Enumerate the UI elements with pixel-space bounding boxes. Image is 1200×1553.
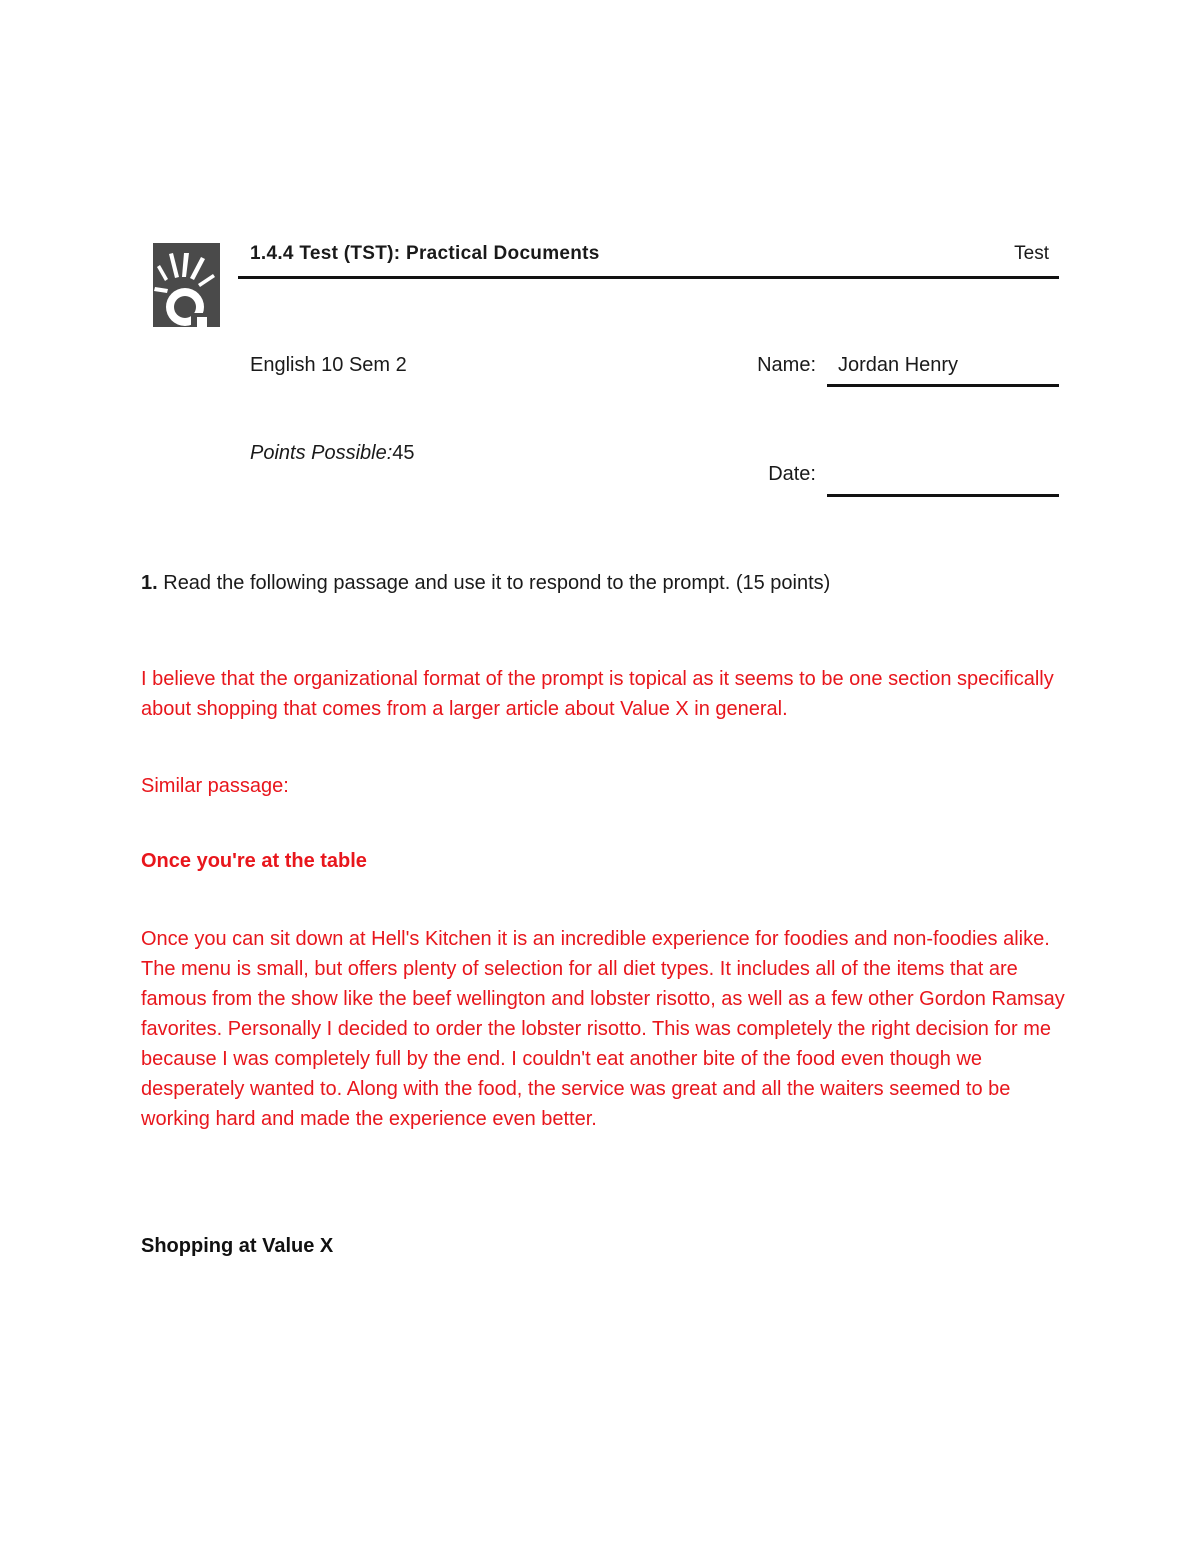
section-heading: Once you're at the table [141, 850, 367, 872]
points-label: Points Possible: [250, 442, 393, 464]
points-value: 45 [392, 442, 415, 464]
lightbulb-logo-icon [153, 243, 220, 327]
name-field: Jordan Henry [838, 354, 959, 376]
similar-passage-label: Similar passage: [141, 775, 289, 797]
name-label: Name: [757, 354, 816, 376]
answer-paragraph: I believe that the organizational format of the prompt is topical as it seems to be one section specifically about shopping that comes from a larger article about Value X in general. [141, 668, 1054, 720]
document-type-label: Test [1014, 243, 1049, 264]
document-title: 1.4.4 Test (TST): Practical Documents [250, 243, 600, 264]
name-underline [827, 384, 1059, 387]
course-name: English 10 Sem 2 [250, 354, 407, 376]
points-possible [250, 442, 415, 465]
section-body: Once you can sit down at Hell's Kitchen it is an incredible experience for foodies and non-foodies alike. The menu is small, but offers plenty of selection for all diet types. It includes all of the items that are famous from the show like the beef wellington and lobster risotto, as well as a few other Gordon Ramsay favorites. Personally I decided to order the lobster risotto. This was completely the right decision for me because I was completely full by the end. I couldn't eat another bite of the food even though we desperately wanted to. Along with the food, the service was great and all the waiters seemed to be working hard and made the experience even better. [141, 928, 1065, 1130]
question-prompt [141, 572, 830, 595]
title-divider [238, 276, 1059, 279]
question-text: Read the following passage and use it to respond to the prompt. (15 points) [157, 572, 831, 594]
date-underline [827, 494, 1059, 497]
question-number: 1. [141, 572, 158, 594]
passage-heading: Shopping at Value X [141, 1235, 334, 1257]
date-label: Date: [768, 463, 816, 485]
